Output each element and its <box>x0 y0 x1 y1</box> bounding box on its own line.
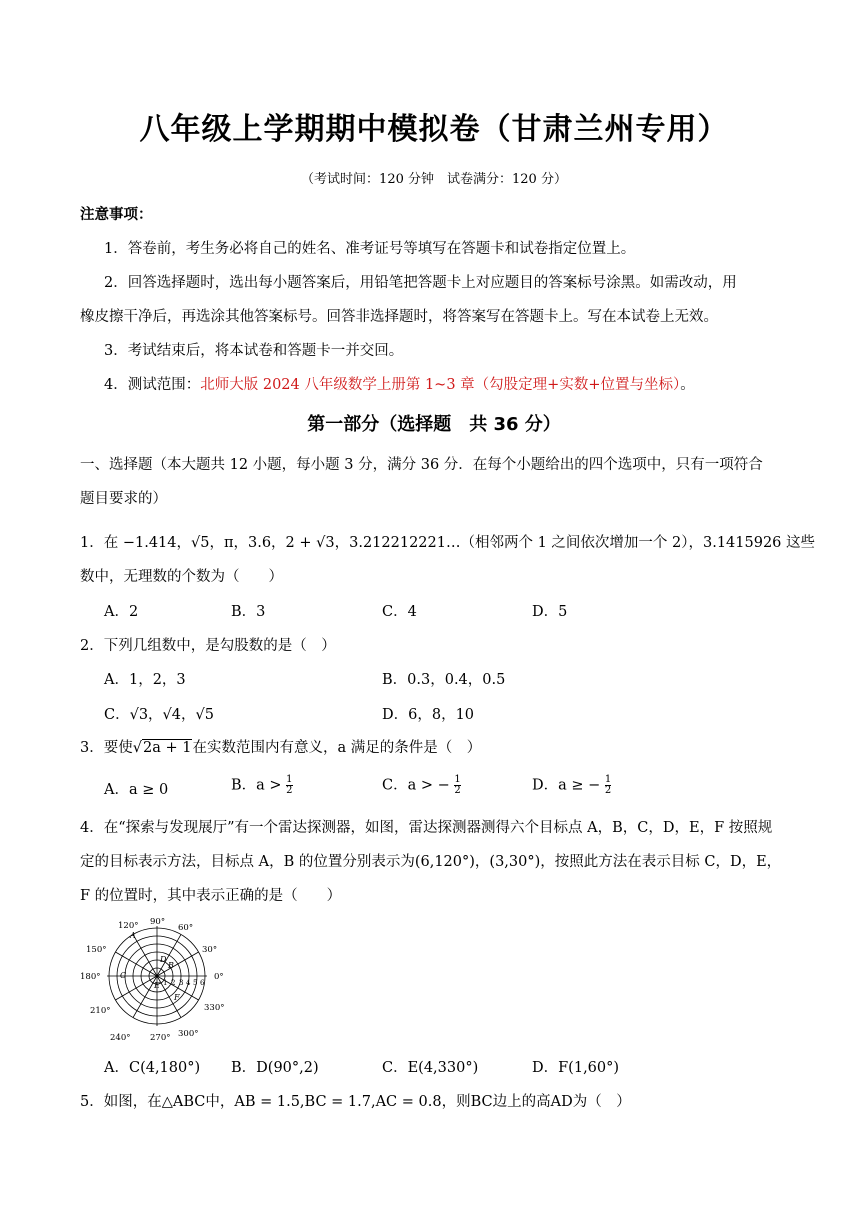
q3-stem <box>80 738 800 758</box>
ring-5: 5 <box>193 979 198 987</box>
point-f-label: F <box>174 993 180 1002</box>
part-heading-b: 题目要求的） <box>80 491 167 507</box>
q3-stem-post: 在实数范围内有意义，a 满足的条件是（ ） <box>192 740 482 756</box>
section-heading: 第一部分（选择题 共 36 分） <box>307 414 561 435</box>
deg-90: 90° <box>150 917 166 927</box>
note-2a: 2．回答选择题时，选出每小题答案后，用铅笔把答题卡上对应题目的答案标号涂黑。如需改动，用 <box>104 275 737 291</box>
q3-option-d-label: D．a ≥ − <box>532 777 601 794</box>
q4-option-c[interactable]: C．E(4,330°) <box>382 1060 479 1076</box>
fraction: $\frac{1}{2}$ <box>454 774 461 796</box>
ring-3: 3 <box>179 979 184 987</box>
q4-option-d[interactable]: D．F(1,60°) <box>532 1060 620 1076</box>
fraction: $\frac{1}{2}$ <box>604 774 612 796</box>
part-heading-a: 一、选择题（本大题共 12 小题，每小题 3 分，满分 36 分．在每个小题给出的四个选项中，只有一项符合 <box>80 457 763 473</box>
q1-option-a[interactable]: A．2 <box>104 604 139 620</box>
q4-stem-c: F 的位置时，其中表示正确的是（ ） <box>80 888 342 904</box>
note-1: 1．答卷前，考生务必将自己的姓名、准考证号等填写在答题卡和试卷指定位置上。 <box>104 241 636 257</box>
q3-stem-pre: 3．要使 <box>80 740 133 756</box>
note-4-suffix: 。 <box>680 377 695 393</box>
deg-150: 150° <box>86 945 107 955</box>
q1-stem-a: 1．在 −1.414，√5，π，3.6，2 + √3，3.212212221…（相邻两个 1 之间依次增加一个 2），3.1415926 这些 <box>80 535 816 551</box>
deg-270: 270° <box>150 1033 171 1043</box>
point-a-label: A <box>130 931 136 940</box>
q4-stem-a: 4．在“探索与发现展厅”有一个雷达探测器，如图，雷达探测器测得六个目标点 A，B，C，D，E，F 按照规 <box>80 820 773 836</box>
radar-diagram <box>80 912 234 1044</box>
point-c-label: C <box>120 971 127 980</box>
sqrt-sign: √ <box>132 740 142 756</box>
ring-2: 2 <box>171 979 176 987</box>
q3-option-c-label: C．a > − <box>382 777 450 794</box>
q4-stem-b: 定的目标表示方法，目标点 A，B 的位置分别表示为(6,120°)，(3,30°)，按照此方法在表示目标 C，D，E， <box>80 854 782 870</box>
notes-heading: 注意事项： <box>80 207 153 223</box>
q2-stem: 2．下列几组数中，是勾股数的是（ ） <box>80 638 336 654</box>
q2-option-a[interactable]: A．1，2，3 <box>104 672 186 688</box>
q1-option-c[interactable]: C．4 <box>382 604 417 620</box>
deg-240: 240° <box>110 1033 131 1043</box>
ring-4: 4 <box>186 979 191 987</box>
note-3: 3．考试结束后，将本试卷和答题卡一并交回。 <box>104 343 404 359</box>
deg-30: 30° <box>202 945 218 955</box>
q3-option-a[interactable]: A．a ≥ 0 <box>104 782 169 798</box>
note-2b: 橡皮擦干净后，再选涂其他答案标号。回答非选择题时，将答案写在答题卡上。写在本试卷上无效。 <box>80 309 718 325</box>
ring-6: 6 <box>200 979 205 987</box>
fraction: $\frac{1}{2}$ <box>286 774 293 796</box>
exam-info: （考试时间：120 分钟 试卷满分：120 分） <box>301 172 567 187</box>
q2-option-d[interactable]: D．6，8，10 <box>382 707 475 723</box>
deg-120: 120° <box>118 921 139 931</box>
q3-radicand: 2a + 1 <box>142 740 192 756</box>
q1-stem-b: 数中，无理数的个数为（ ） <box>80 569 283 585</box>
point-e-label: E <box>154 981 160 990</box>
deg-0: 0° <box>214 972 224 982</box>
point-b-label: B <box>168 961 174 970</box>
q3-option-d[interactable] <box>532 775 611 796</box>
q3-option-b[interactable] <box>231 775 293 796</box>
deg-210: 210° <box>90 1006 111 1016</box>
q5-stem: 5．如图，在△ABC中，AB = 1.5,BC = 1.7,AC = 0.8，则BC边上的高AD为（ ） <box>80 1094 631 1110</box>
q2-option-b[interactable]: B．0.3，0.4，0.5 <box>382 672 506 688</box>
note-4-prefix: 4．测试范围： <box>104 377 201 393</box>
ring-1: 1 <box>163 979 168 987</box>
deg-180: 180° <box>80 972 101 982</box>
page-title: 八年级上学期期中模拟卷（甘肃兰州专用） <box>139 112 729 147</box>
point-d-label: D <box>160 955 167 964</box>
deg-330: 330° <box>204 1003 225 1013</box>
q4-option-a[interactable]: A．C(4,180°) <box>104 1060 201 1076</box>
deg-60: 60° <box>178 923 194 933</box>
q4-option-b[interactable]: B．D(90°,2) <box>231 1060 319 1076</box>
q1-option-b[interactable]: B．3 <box>231 604 266 620</box>
q3-option-c[interactable] <box>382 775 461 796</box>
q2-option-c[interactable]: C．√3，√4，√5 <box>104 707 214 723</box>
q3-option-b-label: B．a > <box>231 777 282 794</box>
q1-option-d[interactable]: D．5 <box>532 604 568 620</box>
note-4 <box>104 375 824 395</box>
deg-300: 300° <box>178 1029 199 1039</box>
test-scope: 北师大版 2024 八年级数学上册第 1~3 章（勾股定理+实数+位置与坐标） <box>200 377 681 393</box>
